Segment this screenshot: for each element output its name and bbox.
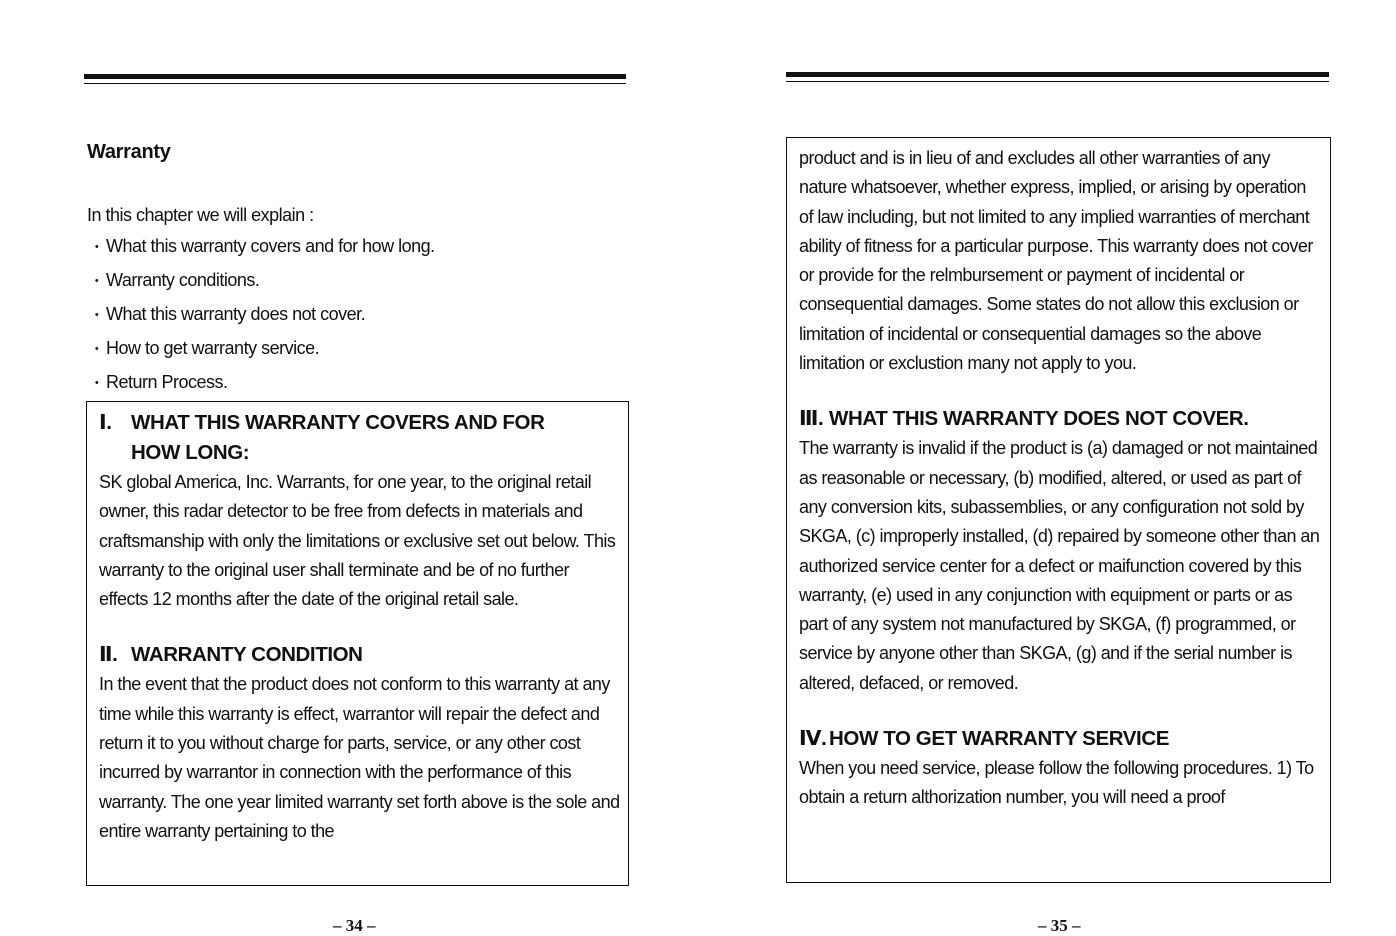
warranty-box-left	[86, 401, 629, 886]
header-rule-thin	[84, 83, 626, 84]
section-4-number: Ⅳ.	[799, 727, 827, 751]
list-item	[87, 333, 435, 367]
section-2-body: In the event that the product does not conform to this warranty at any time while this warranty is effect, warrantor will repair the defect and return it to you without charge for parts, service, or any other cost incurred by warrantor in connection with the performance of this warranty. The one year limited warranty set forth above is the sole and entire warranty pertaining to the	[99, 674, 620, 841]
chapter-list	[87, 231, 435, 401]
section-2-number: Ⅱ.	[99, 643, 118, 667]
bullet-icon: •	[94, 309, 99, 321]
section-1-number: Ⅰ.	[99, 411, 112, 434]
list-item	[87, 367, 435, 401]
continued-text: product and is in lieu of and excludes all other warranties of any nature whatsoever, whether express, implied, or arising by operation of law including, but not limited to any implied warranties of merchant ability of fitness for a particular purpose. This warranty does not cover or provide for the relmbursement or payment of incidental or consequential damages. Some states do not allow this exclusion or limitation of incidental or consequential damages so the above limitation or exclustion many not apply to you.	[799, 148, 1313, 374]
section-3-number: Ⅲ.	[799, 407, 824, 431]
header-rule-thin	[786, 81, 1329, 82]
right-page	[698, 0, 1396, 936]
list-item-text: Warranty conditions.	[106, 270, 260, 290]
bullet-icon: •	[94, 241, 99, 253]
header-rule-thick	[84, 74, 626, 79]
page-number: – 35 –	[1038, 916, 1081, 935]
section-1-heading-line1: WHAT THIS WARRANTY COVERS AND FOR	[131, 411, 545, 434]
bullet-icon: •	[94, 275, 99, 287]
section-4-body: When you need service, please follow the following procedures. 1) To obtain a return althorization number, you will need a proof	[799, 758, 1314, 808]
section-3-heading	[799, 404, 1322, 434]
section-1-body: SK global America, Inc. Warrants, for one year, to the original retail owner, this radar detector to be free from defects in materials and craftsmanship with only the limitations or exclusive set out below. This warranty to the original user shall terminate and be of no further effects 12 months after the date of the original retail sale.	[99, 472, 616, 610]
section-4-heading	[799, 724, 1322, 754]
bullet-icon: •	[94, 343, 99, 355]
section-3-body: The warranty is invalid if the product is (a) damaged or not maintained as reasonable or necessary, (b) modified, altered, or used as part of any conversion kits, subassemblies, or any configuration not sold by SKGA, (c) improperly installed, (d) repaired by someone other than an authorized service center for a defect or maifunction covered by this warranty, (e) used in any conjunction with equipment or parts or as part of any system not manufactured by SKGA, (f) programmed, or service by anyone other than SKGA, (g) and if the serial number is altered, defaced, or removed.	[799, 438, 1320, 693]
list-item	[87, 265, 435, 299]
list-item	[87, 231, 435, 265]
section-1-heading	[99, 408, 620, 468]
intro-text: In this chapter we will explain :	[87, 205, 314, 225]
list-item-text: What this warranty covers and for how long.	[106, 236, 435, 256]
bullet-icon: •	[94, 377, 99, 389]
section-2-heading-text: WARRANTY CONDITION	[131, 643, 363, 667]
section-1-heading-line2: HOW LONG:	[131, 441, 250, 464]
warranty-box-right	[786, 137, 1331, 883]
section-2-heading	[99, 640, 620, 670]
page-number: – 34 –	[333, 916, 376, 935]
list-item-text: Return Process.	[106, 372, 228, 392]
list-item-text: How to get warranty service.	[106, 338, 320, 358]
header-rule-thick	[786, 72, 1329, 77]
intro-block	[87, 200, 435, 401]
list-item-text: What this warranty does not cover.	[106, 304, 366, 324]
list-item	[87, 299, 435, 333]
section-3-heading-text: WHAT THIS WARRANTY DOES NOT COVER.	[829, 407, 1249, 431]
section-4-heading-text: HOW TO GET WARRANTY SERVICE	[829, 727, 1170, 751]
page-title: Warranty	[87, 141, 171, 163]
